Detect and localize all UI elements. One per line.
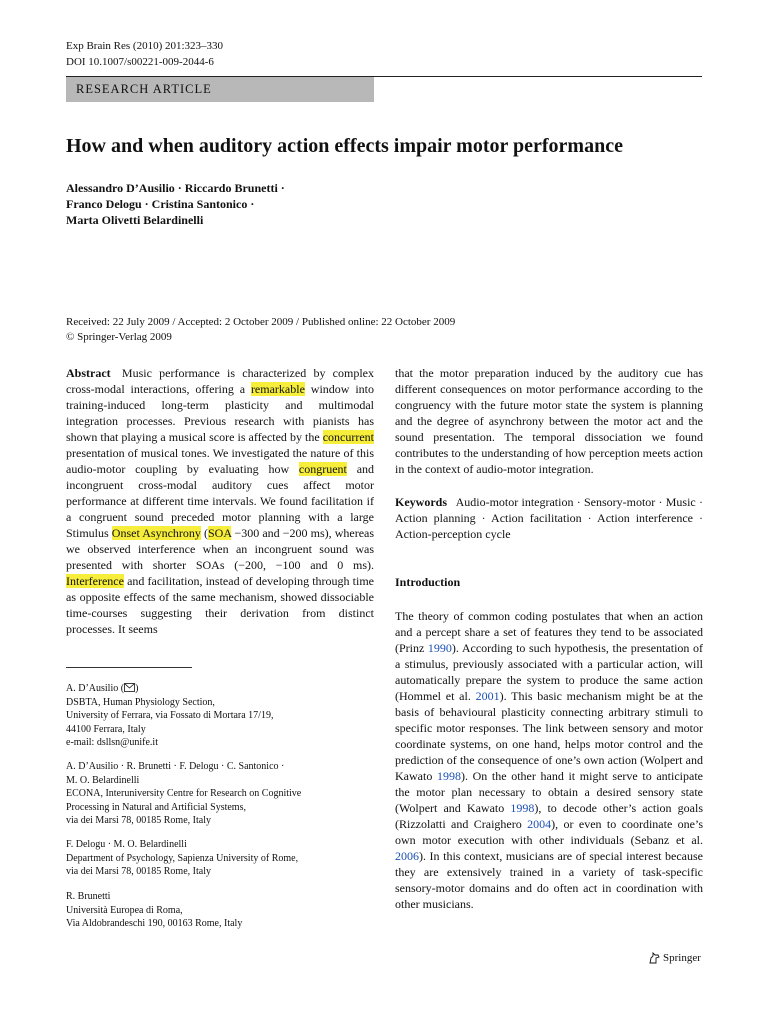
highlight: concurrent — [322, 430, 374, 444]
affiliation-line: F. Delogu · M. O. Belardinelli — [66, 839, 187, 850]
affiliation-line: M. O. Belardinelli — [66, 774, 140, 786]
citation-link[interactable]: 2004 — [527, 817, 552, 831]
footnote-rule — [66, 667, 192, 668]
corresponding-author: A. D’Ausilio ( — [66, 683, 125, 694]
article-type-label: RESEARCH ARTICLE — [76, 82, 212, 96]
highlight: SOA — [208, 526, 232, 540]
introduction-heading: Introduction — [395, 575, 461, 589]
citation-link[interactable]: 2006 — [395, 849, 419, 863]
body-text: ). In this context, musicians are of special interest because they are extensively trained in a variety of task-specific sensory-motor domains and do often act in coordination with other musicians. — [395, 849, 703, 911]
introduction-body — [395, 608, 703, 912]
body-text: ). On the other hand it might serve to anticipate the motor plan necessary to obtain a desired sensory state (Wolpert and Kawato — [395, 769, 703, 815]
author-line: Marta Olivetti Belardinelli — [66, 213, 204, 227]
affiliation-line: Università Europea di Roma, — [66, 904, 183, 916]
affiliation-line: via dei Marsi 78, 00185 Rome, Italy — [66, 815, 211, 826]
abstract — [66, 365, 374, 637]
body-text: ), to decode other’s action goals (Rizzolatti and Craighero — [395, 801, 703, 831]
highlight: Onset Asynchrony — [111, 526, 201, 540]
affiliation-line: via dei Marsi 78, 00185 Rome, Italy — [66, 866, 211, 877]
highlight: congruent — [298, 462, 347, 476]
publisher-name: Springer — [663, 952, 701, 964]
abstract-text: Music performance is characterized by complex cross-modal interactions, offering a — [66, 366, 374, 396]
publisher-logo — [648, 952, 701, 964]
citation-link[interactable]: 1998 — [436, 769, 461, 783]
author-line: Alessandro D’Ausilio · Riccardo Brunetti · — [66, 181, 285, 195]
affiliation-line: Department of Psychology, Sapienza University of Rome, — [66, 852, 299, 864]
highlight: remarkable — [250, 382, 305, 396]
affiliation-line: ECONA, Interuniversity Centre for Research on Cognitive — [66, 788, 302, 799]
abstract-text: presentation of musical tones. We investigated the nature of this audio-motor coupling by evaluating how — [66, 446, 374, 476]
keywords-list: Audio-motor integration · Sensory-motor · Music · Action planning · Action facilitation · Action interference · Action-perception cycle — [395, 495, 703, 541]
abstract-heading: Abstract — [66, 366, 111, 380]
abstract-text: and facilitation, instead of developing through time as opposite effects of the same mechanism, showed dissociable time-courses suggesting their derivation from distinct processes. It seems — [66, 574, 374, 636]
affiliation-footnote — [66, 760, 376, 828]
highlight: Interference — [66, 574, 124, 588]
body-text: ). This basic mechanism might be at the basis of behavioural plasticity connecting arbitrary stimuli to specific motor responses. The link between sensory and motor coordinate systems, on one hand, helps motor control and the prediction of the consequence of one’s own action (Wolpert and Kawato — [395, 689, 704, 783]
affiliation-footnote — [66, 838, 376, 879]
keywords-heading: Keywords — [395, 495, 447, 509]
abstract-text: ( — [204, 526, 208, 540]
corresponding-author-end: ) — [135, 683, 139, 694]
affiliation-line: University of Ferrara, via Fossato di Mortara 17/19, — [66, 710, 274, 721]
abstract-text: window into training-induced long-term plasticity and multimodal integration processes. Previous research with pianists has shown that playing a musical score is affected by the — [66, 382, 375, 444]
copyright: © Springer-Verlag 2009 — [66, 331, 172, 343]
envelope-icon[interactable] — [124, 683, 135, 692]
paper-title: How and when auditory action effects impair motor performance — [66, 135, 623, 157]
affiliation-footnote — [66, 890, 376, 931]
body-text: ), or even to coordinate one’s own motor execution with other individuals (Sebanz et al. — [395, 817, 703, 847]
author-line: Franco Delogu · Cristina Santonico · — [66, 197, 255, 211]
affiliation-line: Processing in Natural and Artificial Systems, — [66, 801, 246, 813]
journal-citation: Exp Brain Res (2010) 201:323–330 — [66, 40, 224, 52]
affiliation-line: A. D’Ausilio · R. Brunetti · F. Delogu · C. Santonico · — [66, 761, 285, 772]
citation-link[interactable]: 1998 — [510, 801, 535, 815]
doi[interactable]: DOI 10.1007/s00221-009-2044-6 — [66, 56, 214, 68]
keywords — [395, 494, 703, 542]
citation-link[interactable]: 2001 — [475, 689, 500, 703]
abstract-text: −300 and −200 ms), whereas we observed interference when an incongruent sound was presented with shorter SOAs (−200, −100 and 0 ms). — [66, 526, 375, 572]
email[interactable]: e-mail: dsllsn@unife.it — [66, 737, 158, 748]
springer-horse-icon — [648, 952, 660, 964]
citation-link[interactable]: 1990 — [427, 641, 452, 655]
publication-dates: Received: 22 July 2009 / Accepted: 2 October 2009 / Published online: 22 October 2009 — [66, 316, 456, 328]
affiliation-line: Via Aldobrandeschi 190, 00163 Rome, Italy — [66, 918, 243, 929]
affiliation-line: DSBTA, Human Physiology Section, — [66, 696, 215, 708]
abstract-continued: that the motor preparation induced by the auditory cue has different consequences on motor performance according to the congruency with the future motor state the system is planning and the degree of asynchrony between the motor act and the sound presentation. The temporal dissociation we found contributes to the understanding of how perception meets action in the context of audio-motor integration. — [395, 366, 703, 476]
affiliation-footnote — [66, 682, 376, 750]
affiliation-line: 44100 Ferrara, Italy — [66, 723, 146, 735]
affiliation-line: R. Brunetti — [66, 891, 111, 902]
abstract-text: and incongruent cross-modal auditory cues affect motor performance at different time intervals. We found facilitation if a congruent sound preceded motor planning with a large Stimulus — [66, 462, 375, 540]
body-text: ). According to such hypothesis, the presentation of a stimulus, previously associated with a particular action, will automatically prepare the system to produce the same action (Hommel et al. — [395, 641, 703, 703]
body-text: The theory of common coding postulates that when an action and a percept share a set of features they tend to be associated (Prinz — [395, 609, 703, 655]
